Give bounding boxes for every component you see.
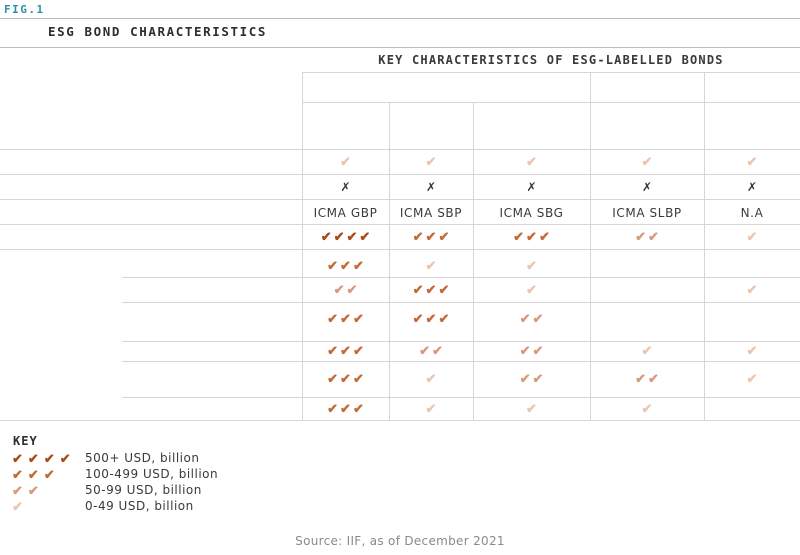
row-divider xyxy=(0,174,800,175)
check-mark-icon: ✔ xyxy=(635,229,646,244)
table-cell xyxy=(376,229,486,245)
key-text: 50-99 USD, billion xyxy=(85,483,202,497)
row-divider xyxy=(0,420,800,421)
check-mark-icon: ✔ xyxy=(12,483,23,498)
row-divider xyxy=(0,149,800,150)
table-cell xyxy=(376,154,486,170)
check-mark-icon: ✔ xyxy=(526,282,537,297)
table-cell xyxy=(376,371,486,387)
check-mark-icon: ✔ xyxy=(635,371,646,386)
row-divider xyxy=(122,341,800,342)
row-divider xyxy=(0,199,800,200)
table-cell xyxy=(592,154,702,170)
row-divider xyxy=(302,72,800,73)
row-divider xyxy=(302,102,800,103)
row-divider xyxy=(122,277,800,278)
check-mark-icon: ✔ xyxy=(327,371,339,386)
check-mark-icon: ✔ xyxy=(327,258,339,273)
check-mark-icon: ✔ xyxy=(352,343,364,358)
check-mark-icon: ✔ xyxy=(340,401,351,416)
check-mark-icon: ✔ xyxy=(320,229,332,244)
table-cell xyxy=(697,229,800,245)
table-cell xyxy=(697,343,800,359)
cross-mark-icon: ✗ xyxy=(746,180,758,194)
check-mark-icon: ✔ xyxy=(340,371,351,386)
check-mark-icon: ✔ xyxy=(412,311,424,326)
figure-label: FIG.1 xyxy=(4,3,45,16)
table-cell xyxy=(376,282,486,298)
table-cell xyxy=(697,371,800,387)
key-marks xyxy=(11,499,91,515)
column-divider xyxy=(302,72,303,420)
check-mark-icon: ✔ xyxy=(346,282,358,297)
table-cell xyxy=(592,371,702,387)
check-mark-icon: ✔ xyxy=(340,311,351,326)
check-mark-icon: ✔ xyxy=(746,371,758,386)
check-mark-icon: ✔ xyxy=(27,483,39,498)
check-mark-icon: ✔ xyxy=(425,229,437,244)
check-mark-icon: ✔ xyxy=(12,499,23,514)
key-text: 500+ USD, billion xyxy=(85,451,200,465)
table-cell xyxy=(477,311,587,327)
table-cell xyxy=(592,343,702,359)
check-mark-icon: ✔ xyxy=(327,311,339,326)
table-cell xyxy=(477,258,587,274)
check-mark-icon: ✔ xyxy=(352,401,364,416)
check-mark-icon: ✔ xyxy=(532,371,544,386)
check-mark-icon: ✔ xyxy=(641,401,653,416)
check-mark-icon: ✔ xyxy=(12,467,23,482)
check-mark-icon: ✔ xyxy=(526,258,537,273)
check-mark-icon: ✔ xyxy=(532,343,544,358)
check-mark-icon: ✔ xyxy=(526,154,537,169)
row-divider xyxy=(122,302,800,303)
check-mark-icon: ✔ xyxy=(526,229,537,244)
table-cell xyxy=(697,179,800,195)
table-cell xyxy=(592,229,702,245)
check-mark-icon: ✔ xyxy=(526,401,537,416)
check-mark-icon: ✔ xyxy=(419,343,430,358)
check-mark-icon: ✔ xyxy=(641,343,653,358)
check-mark-icon: ✔ xyxy=(746,343,758,358)
table-cell xyxy=(376,343,486,359)
check-mark-icon: ✔ xyxy=(425,282,437,297)
check-mark-icon: ✔ xyxy=(333,282,345,297)
source-note: Source: IIF, as of December 2021 xyxy=(295,534,505,548)
check-mark-icon: ✔ xyxy=(513,229,525,244)
cross-mark-icon: ✗ xyxy=(526,180,537,194)
figure-title: ESG BOND CHARACTERISTICS xyxy=(48,24,268,39)
check-mark-icon: ✔ xyxy=(641,154,653,169)
key-marks xyxy=(11,483,91,499)
check-mark-icon: ✔ xyxy=(648,371,659,386)
table-cell xyxy=(477,154,587,170)
main-header: KEY CHARACTERISTICS OF ESG-LABELLED BONDS xyxy=(378,53,724,67)
row-divider xyxy=(0,224,800,225)
check-mark-icon: ✔ xyxy=(327,343,339,358)
key-marks xyxy=(11,467,91,483)
table-cell xyxy=(376,401,486,417)
table-cell: ICMA SBG xyxy=(499,206,564,220)
check-mark-icon: ✔ xyxy=(59,451,71,466)
check-mark-icon: ✔ xyxy=(519,311,531,326)
check-mark-icon: ✔ xyxy=(352,311,364,326)
check-mark-icon: ✔ xyxy=(519,371,531,386)
check-mark-icon: ✔ xyxy=(412,282,424,297)
table-cell xyxy=(592,179,702,195)
key-marks xyxy=(11,451,91,467)
column-divider xyxy=(704,72,705,420)
check-mark-icon: ✔ xyxy=(359,229,371,244)
check-mark-icon: ✔ xyxy=(746,282,758,297)
table-cell xyxy=(376,258,486,274)
table-cell xyxy=(477,401,587,417)
check-mark-icon: ✔ xyxy=(27,467,39,482)
row-divider xyxy=(122,397,800,398)
check-mark-icon: ✔ xyxy=(438,311,450,326)
table-cell xyxy=(477,179,587,195)
check-mark-icon: ✔ xyxy=(327,401,339,416)
check-mark-icon: ✔ xyxy=(340,258,351,273)
check-mark-icon: ✔ xyxy=(425,258,437,273)
check-mark-icon: ✔ xyxy=(333,229,345,244)
row-divider xyxy=(0,249,800,250)
table-cell xyxy=(697,282,800,298)
table-cell: ICMA SBP xyxy=(399,206,463,220)
check-mark-icon: ✔ xyxy=(346,229,358,244)
check-mark-icon: ✔ xyxy=(438,282,450,297)
check-mark-icon: ✔ xyxy=(352,371,364,386)
check-mark-icon: ✔ xyxy=(412,229,424,244)
check-mark-icon: ✔ xyxy=(43,451,55,466)
check-mark-icon: ✔ xyxy=(340,343,351,358)
table-cell: N.A xyxy=(740,206,764,220)
check-mark-icon: ✔ xyxy=(648,229,659,244)
check-mark-icon: ✔ xyxy=(352,258,364,273)
key-text: 100-499 USD, billion xyxy=(85,467,219,481)
table-cell xyxy=(376,311,486,327)
check-mark-icon: ✔ xyxy=(538,229,550,244)
column-divider xyxy=(590,72,591,420)
check-mark-icon: ✔ xyxy=(746,154,758,169)
table-cell: ICMA SLBP xyxy=(612,206,682,220)
cross-mark-icon: ✗ xyxy=(340,180,351,194)
check-mark-icon: ✔ xyxy=(27,451,39,466)
check-mark-icon: ✔ xyxy=(425,311,437,326)
key-text: 0-49 USD, billion xyxy=(85,499,194,513)
table-cell: ICMA GBP xyxy=(313,206,378,220)
table-cell xyxy=(477,282,587,298)
check-mark-icon: ✔ xyxy=(519,343,531,358)
check-mark-icon: ✔ xyxy=(432,343,443,358)
table-cell xyxy=(477,343,587,359)
key-title: KEY xyxy=(13,434,38,448)
check-mark-icon: ✔ xyxy=(12,451,23,466)
check-mark-icon: ✔ xyxy=(425,154,437,169)
cross-mark-icon: ✗ xyxy=(641,180,653,194)
check-mark-icon: ✔ xyxy=(340,154,351,169)
check-mark-icon: ✔ xyxy=(532,311,544,326)
check-mark-icon: ✔ xyxy=(746,229,758,244)
check-mark-icon: ✔ xyxy=(425,371,437,386)
table-cell xyxy=(477,229,587,245)
check-mark-icon: ✔ xyxy=(425,401,437,416)
row-divider xyxy=(122,361,800,362)
cross-mark-icon: ✗ xyxy=(425,180,437,194)
table-cell xyxy=(376,179,486,195)
check-mark-icon: ✔ xyxy=(438,229,450,244)
table-cell xyxy=(697,154,800,170)
table-cell xyxy=(477,371,587,387)
table-cell xyxy=(592,401,702,417)
check-mark-icon: ✔ xyxy=(43,467,55,482)
